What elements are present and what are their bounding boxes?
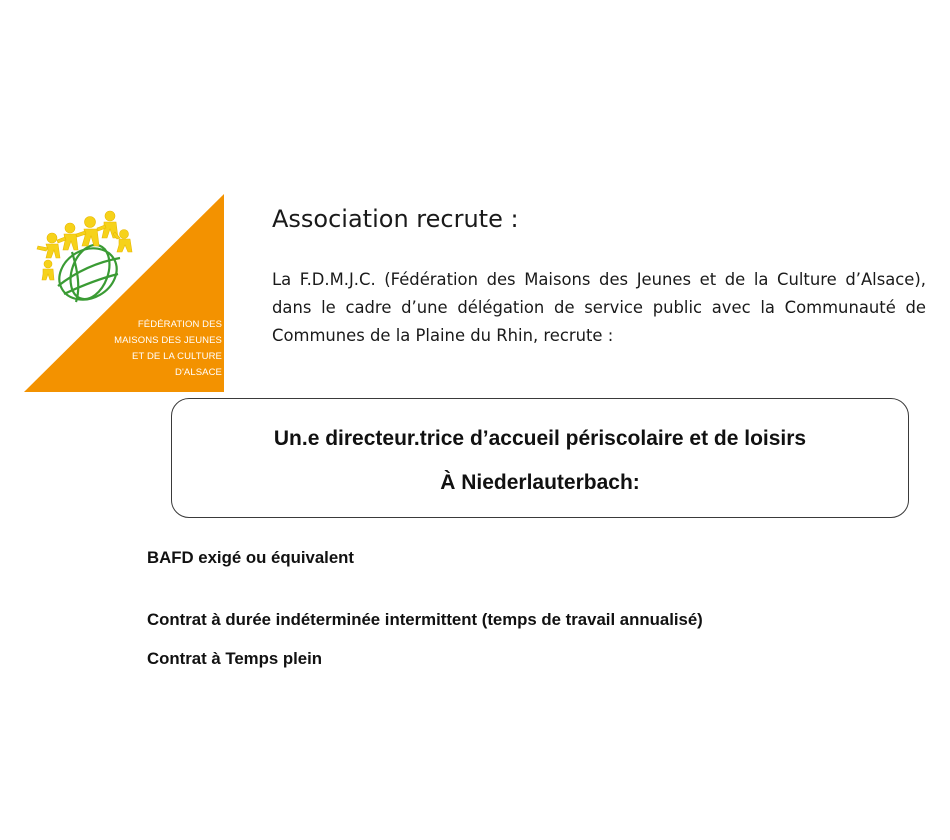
job-title: Un.e directeur.trice d’accueil périscolaire et de loisirs xyxy=(273,427,807,450)
logo-text-line: D'ALSACE xyxy=(175,367,222,378)
logo-text xyxy=(82,317,222,381)
logo-text-line: ET DE LA CULTURE xyxy=(132,351,222,362)
intro-paragraph: La F.D.M.J.C. (Fédération des Maisons des Jeunes et de la Culture d’Alsace), dans le cadre d’une délégation de service public avec la Communauté de Communes de la Plaine du Rhin, recrute : xyxy=(272,270,926,345)
requirement-item: Contrat à durée indéterminée intermittent (temps de travail annualisé) xyxy=(147,610,703,629)
logo-text-line: FÉDÉRATION DES xyxy=(137,319,222,330)
job-title-box xyxy=(171,398,909,518)
logo-text-line: MAISONS DES JEUNES xyxy=(114,335,222,346)
job-location: À Niederlauterbach: xyxy=(440,471,640,494)
logo-globe-icon xyxy=(50,238,126,310)
page-heading: Association recrute : xyxy=(272,205,519,233)
fdmjc-logo xyxy=(24,194,224,392)
requirement-item: Contrat à Temps plein xyxy=(147,649,322,668)
requirement-item: BAFD exigé ou équivalent xyxy=(147,548,355,567)
